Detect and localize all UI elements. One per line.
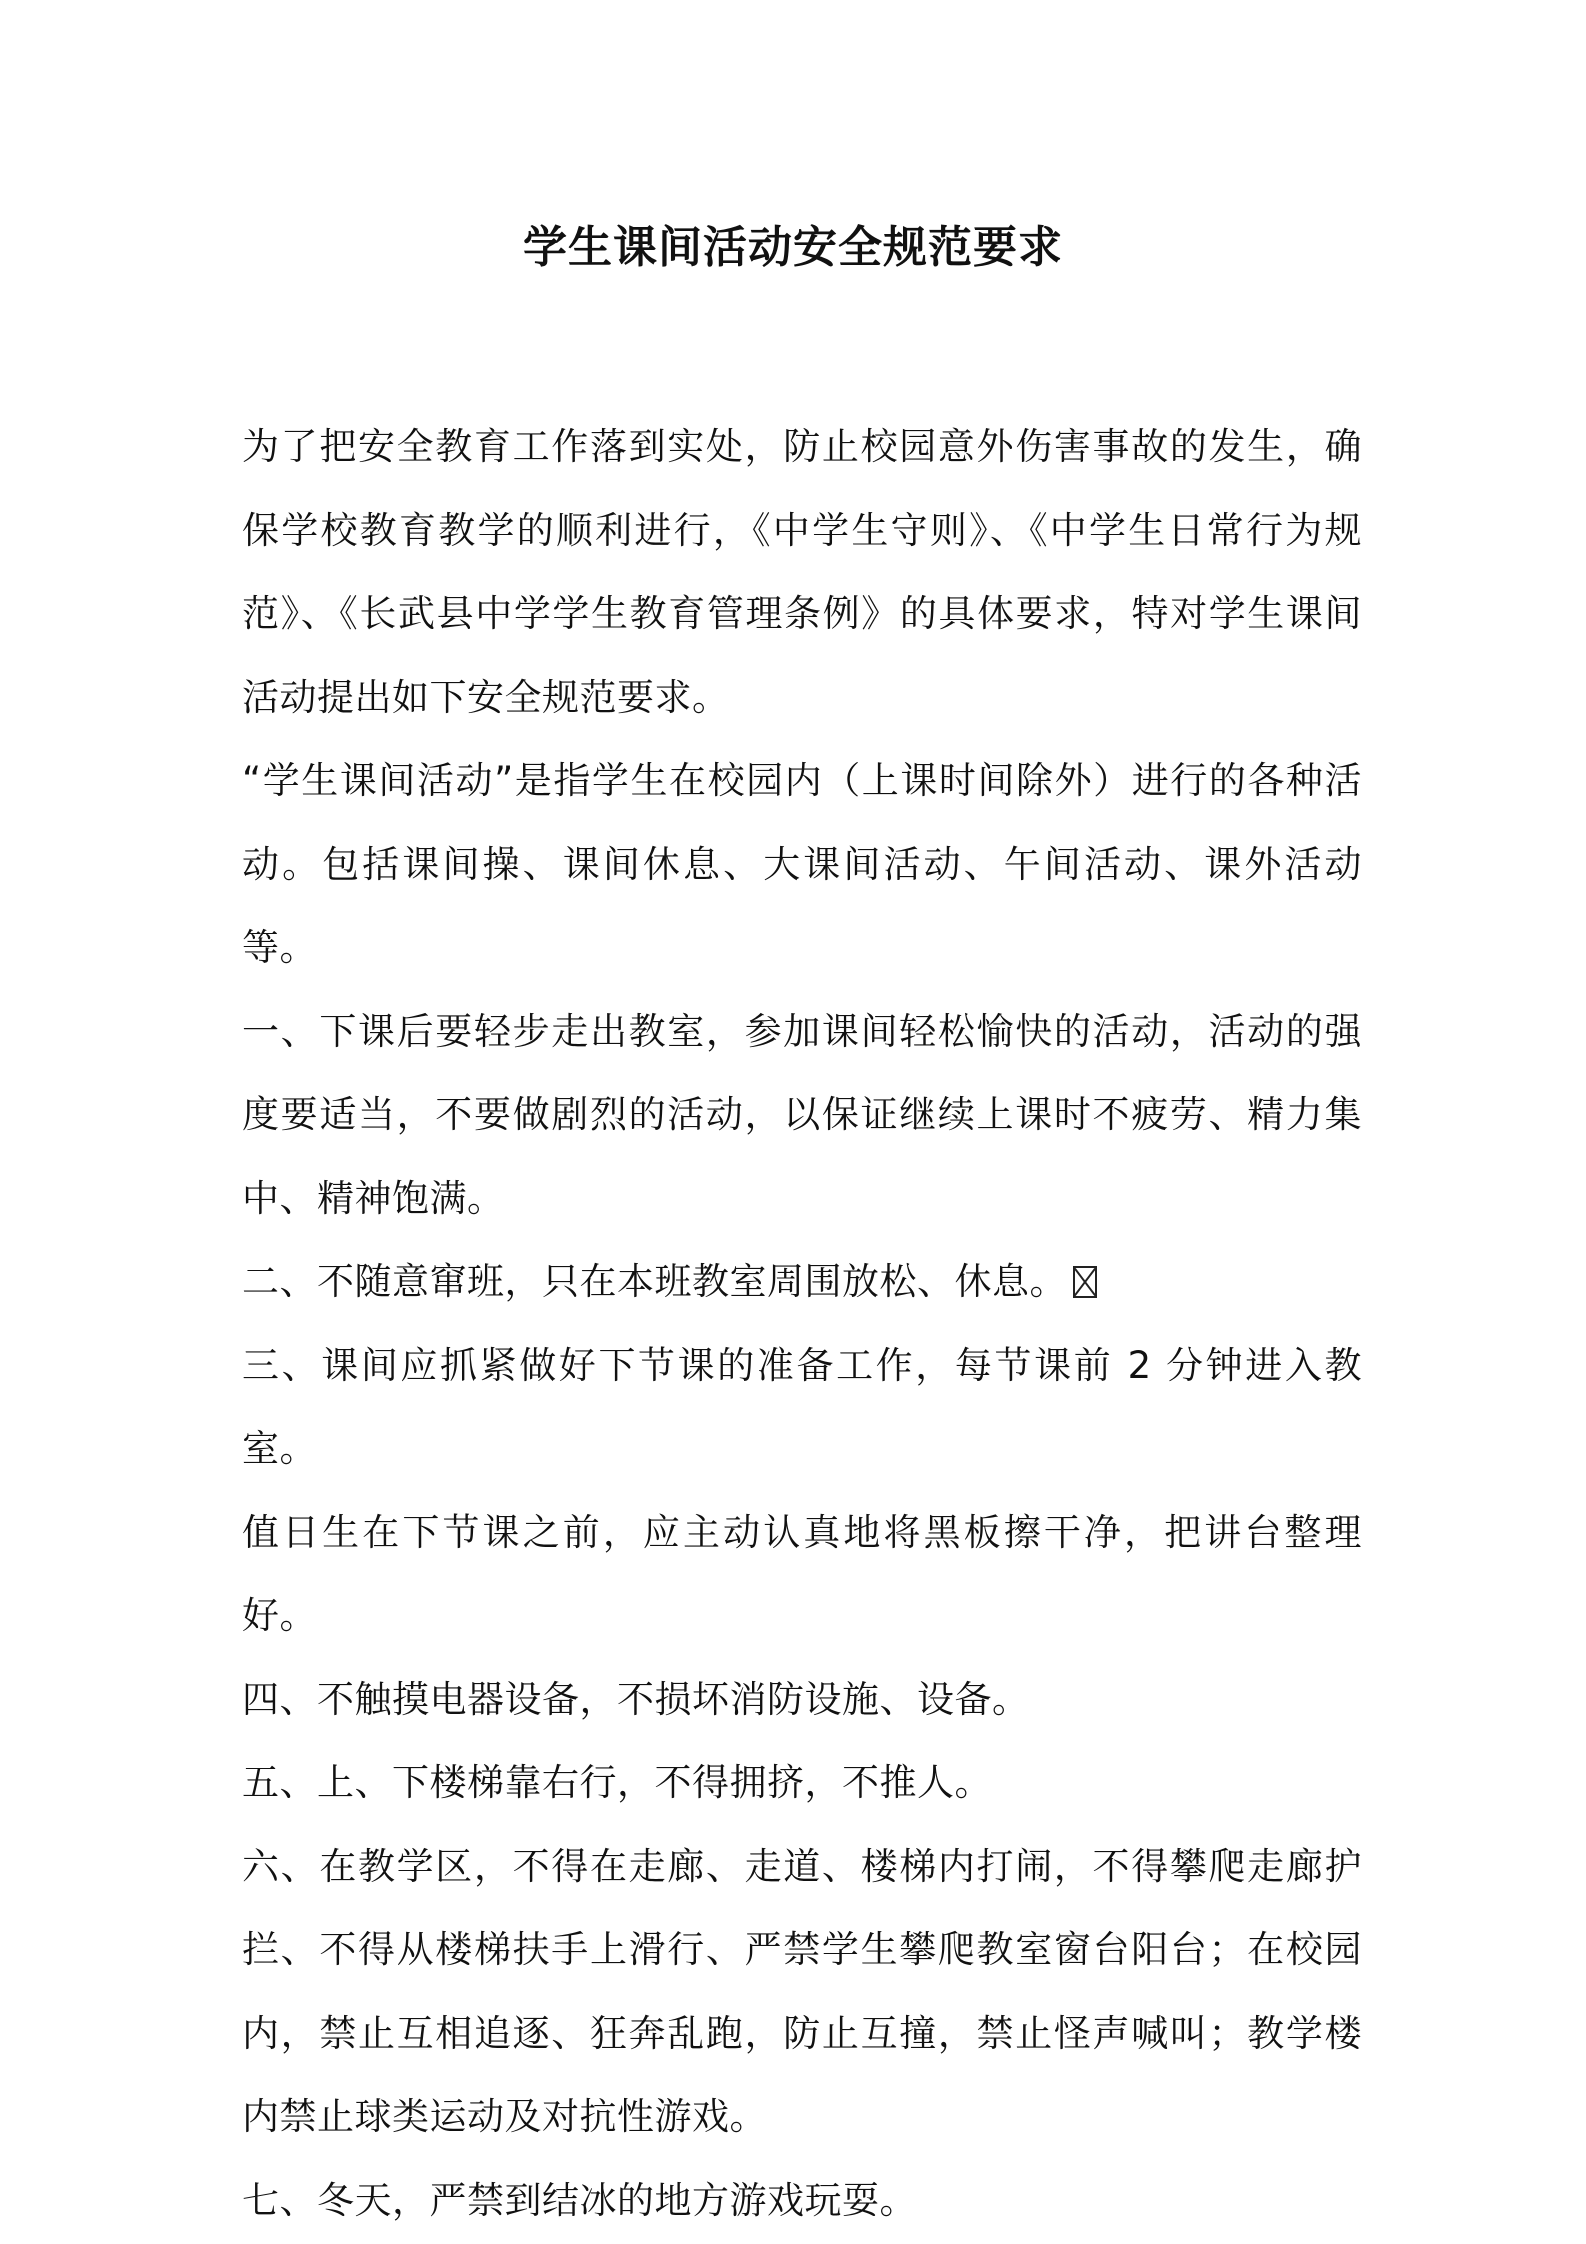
definition-paragraph: “学生课间活动”是指学生在校园内（上课时间除外）进行的各种活动。包括课间操、课间休息、大课间活动、午间活动、课外活动等。 xyxy=(242,759,1362,969)
document-body xyxy=(242,405,1362,2242)
rule-3-duty-paragraph: 值日生在下节课之前，应主动认真地将黑板擦干净，把讲台整理好。 xyxy=(242,1510,1362,1637)
rule-2-paragraph xyxy=(242,1240,1362,1324)
rule-4-paragraph: 四、不触摸电器设备，不损坏消防设施、设备。 xyxy=(242,1677,1030,1721)
intro-paragraph: 为了把安全教育工作落到实处，防止校园意外伤害事故的发生，确保学校教育教学的顺利进行，《中学生守则》、《中学生日常行为规范》、《长武县中学学生教育管理条例》的具体要求，特对学生课间活动提出如下安全规范要求。 xyxy=(242,425,1362,719)
document-title: 学生课间活动安全规范要求 xyxy=(523,222,1063,273)
rule-7-paragraph: 七、冬天，严禁到结冰的地方游戏玩耍。 xyxy=(242,2178,917,2222)
rule-2-text: 二、不随意窜班，只在本班教室周围放松、休息。 xyxy=(242,1260,1067,1303)
rule-5-paragraph: 五、上、下楼梯靠右行，不得拥挤，不推人。 xyxy=(242,1761,992,1804)
rule-1-paragraph: 一、下课后要轻步走出教室，参加课间轻松愉快的活动，活动的强度要适当，不要做剧烈的活动，以保证继续上课时不疲劳、精力集中、精神饱满。 xyxy=(242,1009,1362,1220)
rule-3-paragraph: 三、课间应抓紧做好下节课的准备工作，每节课前 2 分钟进入教室。 xyxy=(242,1343,1362,1470)
missing-glyph-icon xyxy=(1073,1266,1097,1298)
rule-6-paragraph: 六、在教学区，不得在走廊、走道、楼梯内打闹，不得攀爬走廊护拦、不得从楼梯扶手上滑行、严禁学生攀爬教室窗台阳台；在校园内，禁止互相追逐、狂奔乱跑，防止互撞，禁止怪声喊叫；教学楼内禁止球类运动及对抗性游戏。 xyxy=(242,1844,1362,2138)
